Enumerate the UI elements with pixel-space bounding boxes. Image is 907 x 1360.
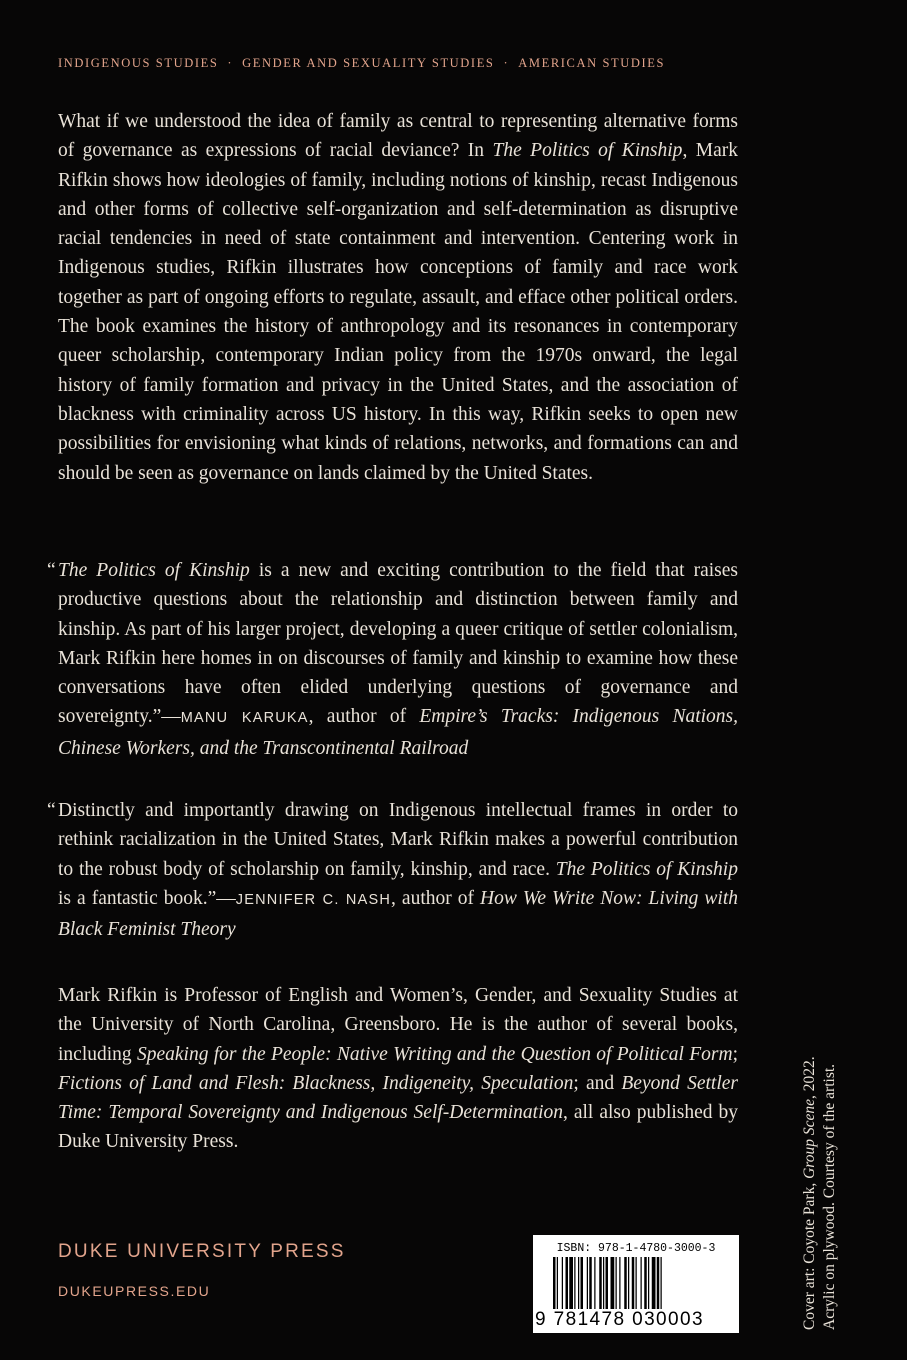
subject-separator: · bbox=[227, 56, 234, 70]
author-bio bbox=[58, 981, 738, 1157]
bio-separator: ; bbox=[732, 1043, 738, 1065]
blurb-author-book: Empire’s Tracks: Indigenous Nations, Chinese Workers, and the Transcontinental Railroad bbox=[58, 706, 738, 759]
description-intro: What if we understood the idea of family as central to representing alternative forms of governance as expressions of racial deviance? In bbox=[58, 111, 738, 162]
bio-text-end: , all also published by Duke University Press. bbox=[58, 1102, 738, 1153]
blurb-author: MANU KARUKA bbox=[180, 710, 309, 727]
subject-gender-sexuality-studies: GENDER AND SEXUALITY STUDIES bbox=[242, 56, 495, 70]
description-body: , Mark Rifkin shows how ideologies of family, including notions of kinship, recast Indigenous and other forms of collective self-organization and self-determination as disruptive racial tendencies in need of state containment and intervention. Centering work in Indigenous studies, Rifkin illustrates how conceptions of family and race work together as part of ongoing efforts to regulate, assault, and efface other political orders. The book examines the history of anthropology and its resonances in contemporary queer scholarship, contemporary Indian policy from the 1970s onward, the legal history of family formation and privacy in the United States, and the association of blackness with criminality across US history. In this way, Rifkin seeks to open new possibilities for envisioning what kinds of relations, networks, and formations can and should be seen as governance on lands claimed by the United States. bbox=[58, 140, 738, 484]
open-quote: “ bbox=[47, 560, 56, 581]
subject-categories bbox=[58, 56, 758, 71]
book-title: The Politics of Kinship bbox=[58, 560, 250, 581]
open-quote: “ bbox=[47, 800, 56, 821]
bio-text: Mark Rifkin is Professor of English and Women’s, Gender, and Sexuality Studies at the University of North Carolina, Greensboro. He is the author of several books, including bbox=[58, 985, 738, 1065]
barcode-digits: 9 781478 030003 bbox=[535, 1309, 704, 1330]
credit-text: Cover art: Coyote Park, bbox=[801, 1178, 818, 1330]
blurb-author: JENNIFER C. NASH bbox=[235, 891, 392, 908]
blurb-body-end: is a fantastic book.”— bbox=[58, 887, 236, 909]
bio-book-3: Beyond Settler Time: Temporal Sovereignty and Indigenous Self-Determination bbox=[58, 1072, 739, 1124]
book-description bbox=[58, 107, 738, 488]
author-of-text: , author of bbox=[391, 887, 481, 909]
subject-indigenous-studies: INDIGENOUS STUDIES bbox=[58, 56, 219, 70]
bio-book-2: Fictions of Land and Flesh: Blackness, Indigeneity, Speculation bbox=[58, 1072, 574, 1094]
blurb-nash bbox=[47, 796, 738, 944]
subject-american-studies: AMERICAN STUDIES bbox=[518, 56, 666, 70]
publisher-website: DUKEUPRESS.EDU bbox=[58, 1283, 211, 1299]
bio-separator: ; and bbox=[573, 1072, 622, 1094]
subject-separator: · bbox=[503, 56, 510, 70]
credit-line-1 bbox=[800, 990, 820, 1330]
book-title: The Politics of Kinship bbox=[492, 140, 683, 162]
bio-book-1: Speaking for the People: Native Writing and the Question of Political Form bbox=[136, 1043, 733, 1065]
book-title: The Politics of Kinship bbox=[555, 858, 738, 880]
isbn-label: ISBN: 978-1-4780-3000-3 bbox=[556, 1242, 716, 1255]
artwork-title: Group Scene bbox=[801, 1098, 818, 1179]
author-of-text: , author of bbox=[308, 706, 420, 728]
blurb-body: Distinctly and importantly drawing on Indigenous intellectual frames in order to rethink racialization in the United States, Mark Rifkin makes a powerful contribution to the robust body of scholarship on family, kinship, and race. bbox=[58, 800, 738, 880]
barcode-icon bbox=[553, 1257, 719, 1309]
credit-line-2: Acrylic on plywood. Courtesy of the artist. bbox=[821, 1063, 838, 1330]
credit-year: , 2022. bbox=[801, 1056, 818, 1099]
isbn-barcode bbox=[533, 1235, 739, 1333]
blurb-karuka bbox=[47, 556, 738, 763]
blurb-author-book: How We Write Now: Living with Black Feminist Theory bbox=[58, 887, 738, 941]
publisher-name: DUKE UNIVERSITY PRESS bbox=[58, 1241, 346, 1262]
cover-art-credit bbox=[800, 990, 840, 1330]
blurb-body: is a new and exciting contribution to the field that raises productive questions about the relationship and distinction between family and kinship. As part of his larger project, developing a queer critique of settler colonialism, Mark Rifkin here homes in on discourses of family and kinship to examine how these conversations have often elided underlying questions of governance and sovereignty.”— bbox=[58, 560, 738, 728]
